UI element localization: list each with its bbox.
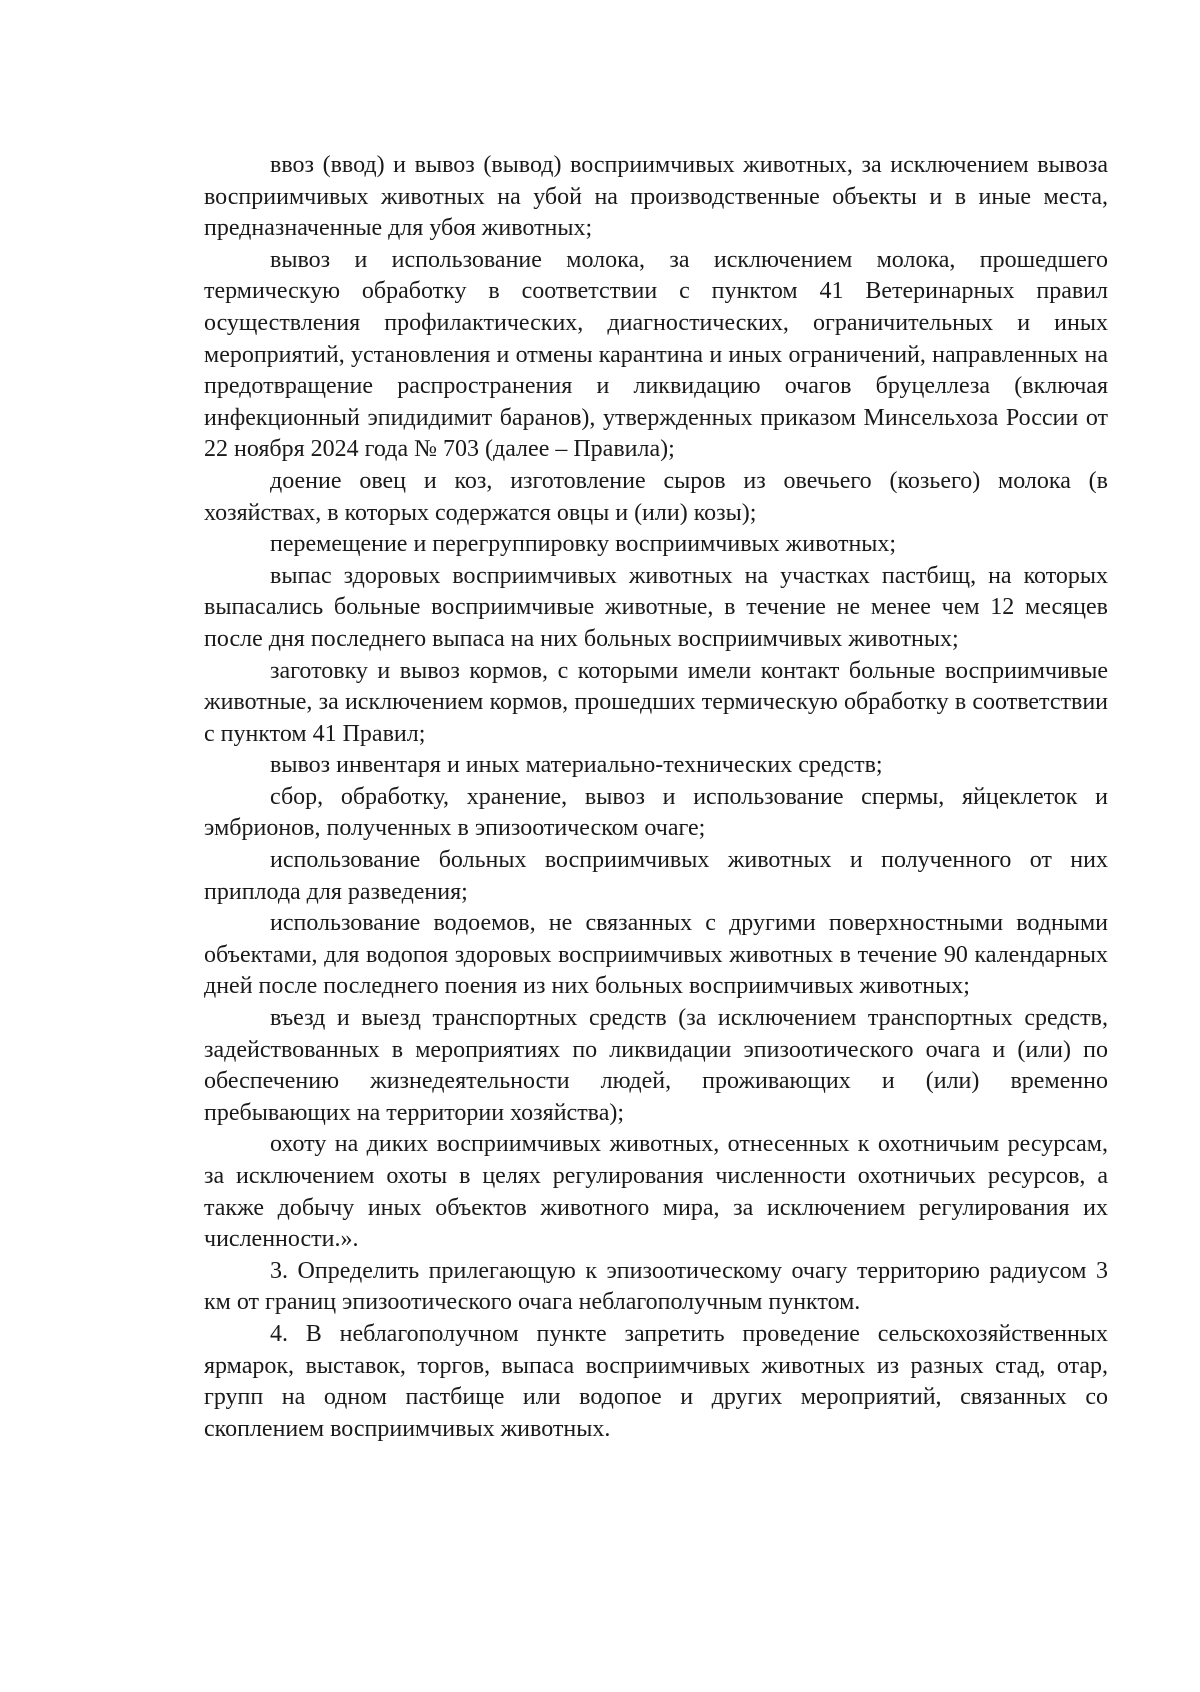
- paragraph-import-export-animals: ввоз (ввод) и вывоз (вывод) восприимчивых животных, за исключением вывоза восприимчивых животных на убой на производственные объекты и в иные места, предназначенные для убоя животных;: [204, 152, 1108, 242]
- paragraph-milk-export: вывоз и использование молока, за исключением молока, прошедшего термическую обработку в соответствии с пунктом 41 Ветеринарных правил осуществления профилактических, диагностических, ограничительных и иных мероприятий, установления и отмены карантина и иных ограничений, направленных на предотвращение распространения и ликвидацию очагов бруцеллеза (включая инфекционный эпидидимит баранов), утвержденных приказом Минсельхоза России от 22 ноября 2024 года № 703 (далее – Правила);: [204, 246, 1108, 463]
- paragraph-grazing: выпас здоровых восприимчивых животных на участках пастбищ, на которых выпасались больные восприимчивые животные, в течение не менее чем 12 месяцев после дня последнего выпаса на них больных восприимчивых животных;: [204, 562, 1108, 652]
- paragraph-milking-cheese: доение овец и коз, изготовление сыров из овечьего (козьего) молока (в хозяйствах, в которых содержатся овцы и (или) козы);: [204, 467, 1108, 526]
- paragraph-sperm-embryos: сбор, обработку, хранение, вывоз и использование спермы, яйцеклеток и эмбрионов, полученных в эпизоотическом очаге;: [204, 783, 1108, 842]
- paragraph-feed: заготовку и вывоз кормов, с которыми имели контакт больные восприимчивые животные, за исключением кормов, прошедших термическую обработку в соответствии с пунктом 41 Правил;: [204, 657, 1108, 747]
- paragraph-breeding: использование больных восприимчивых животных и полученного от них приплода для разведения;: [204, 847, 1108, 905]
- paragraph-item-3: 3. Определить прилегающую к эпизоотическому очагу территорию радиусом 3 км от границ эпизоотического очага неблагополучным пунктом.: [204, 1257, 1108, 1316]
- paragraph-inventory: вывоз инвентаря и иных материально-технических средств;: [270, 752, 883, 779]
- paragraph-hunting: охоту на диких восприимчивых животных, отнесенных к охотничьим ресурсам, за исключением охоты в целях регулирования численности охотничьих ресурсов, а также добычу иных объектов животного мира, за исключением регулирования их численности.».: [204, 1131, 1108, 1253]
- document-body: [204, 150, 1108, 1445]
- paragraph-regrouping: перемещение и перегруппировку восприимчивых животных;: [270, 531, 897, 558]
- paragraph-item-4: 4. В неблагополучном пункте запретить проведение сельскохозяйственных ярмарок, выставок, торгов, выпаса восприимчивых животных из разных стад, отар, групп на одном пастбище или водопое и других мероприятий, связанных со скоплением восприимчивых животных.: [204, 1320, 1108, 1442]
- paragraph-vehicles: въезд и выезд транспортных средств (за исключением транспортных средств, задействованных в мероприятиях по ликвидации эпизоотического очага и (или) по обеспечению жизнедеятельности людей, проживающих и (или) временно пребывающих на территории хозяйства);: [204, 1005, 1108, 1126]
- paragraph-water-bodies: использование водоемов, не связанных с другими поверхностными водными объектами, для водопоя здоровых восприимчивых животных в течение 90 календарных дней после последнего поения из них больных восприимчивых животных;: [204, 910, 1108, 1000]
